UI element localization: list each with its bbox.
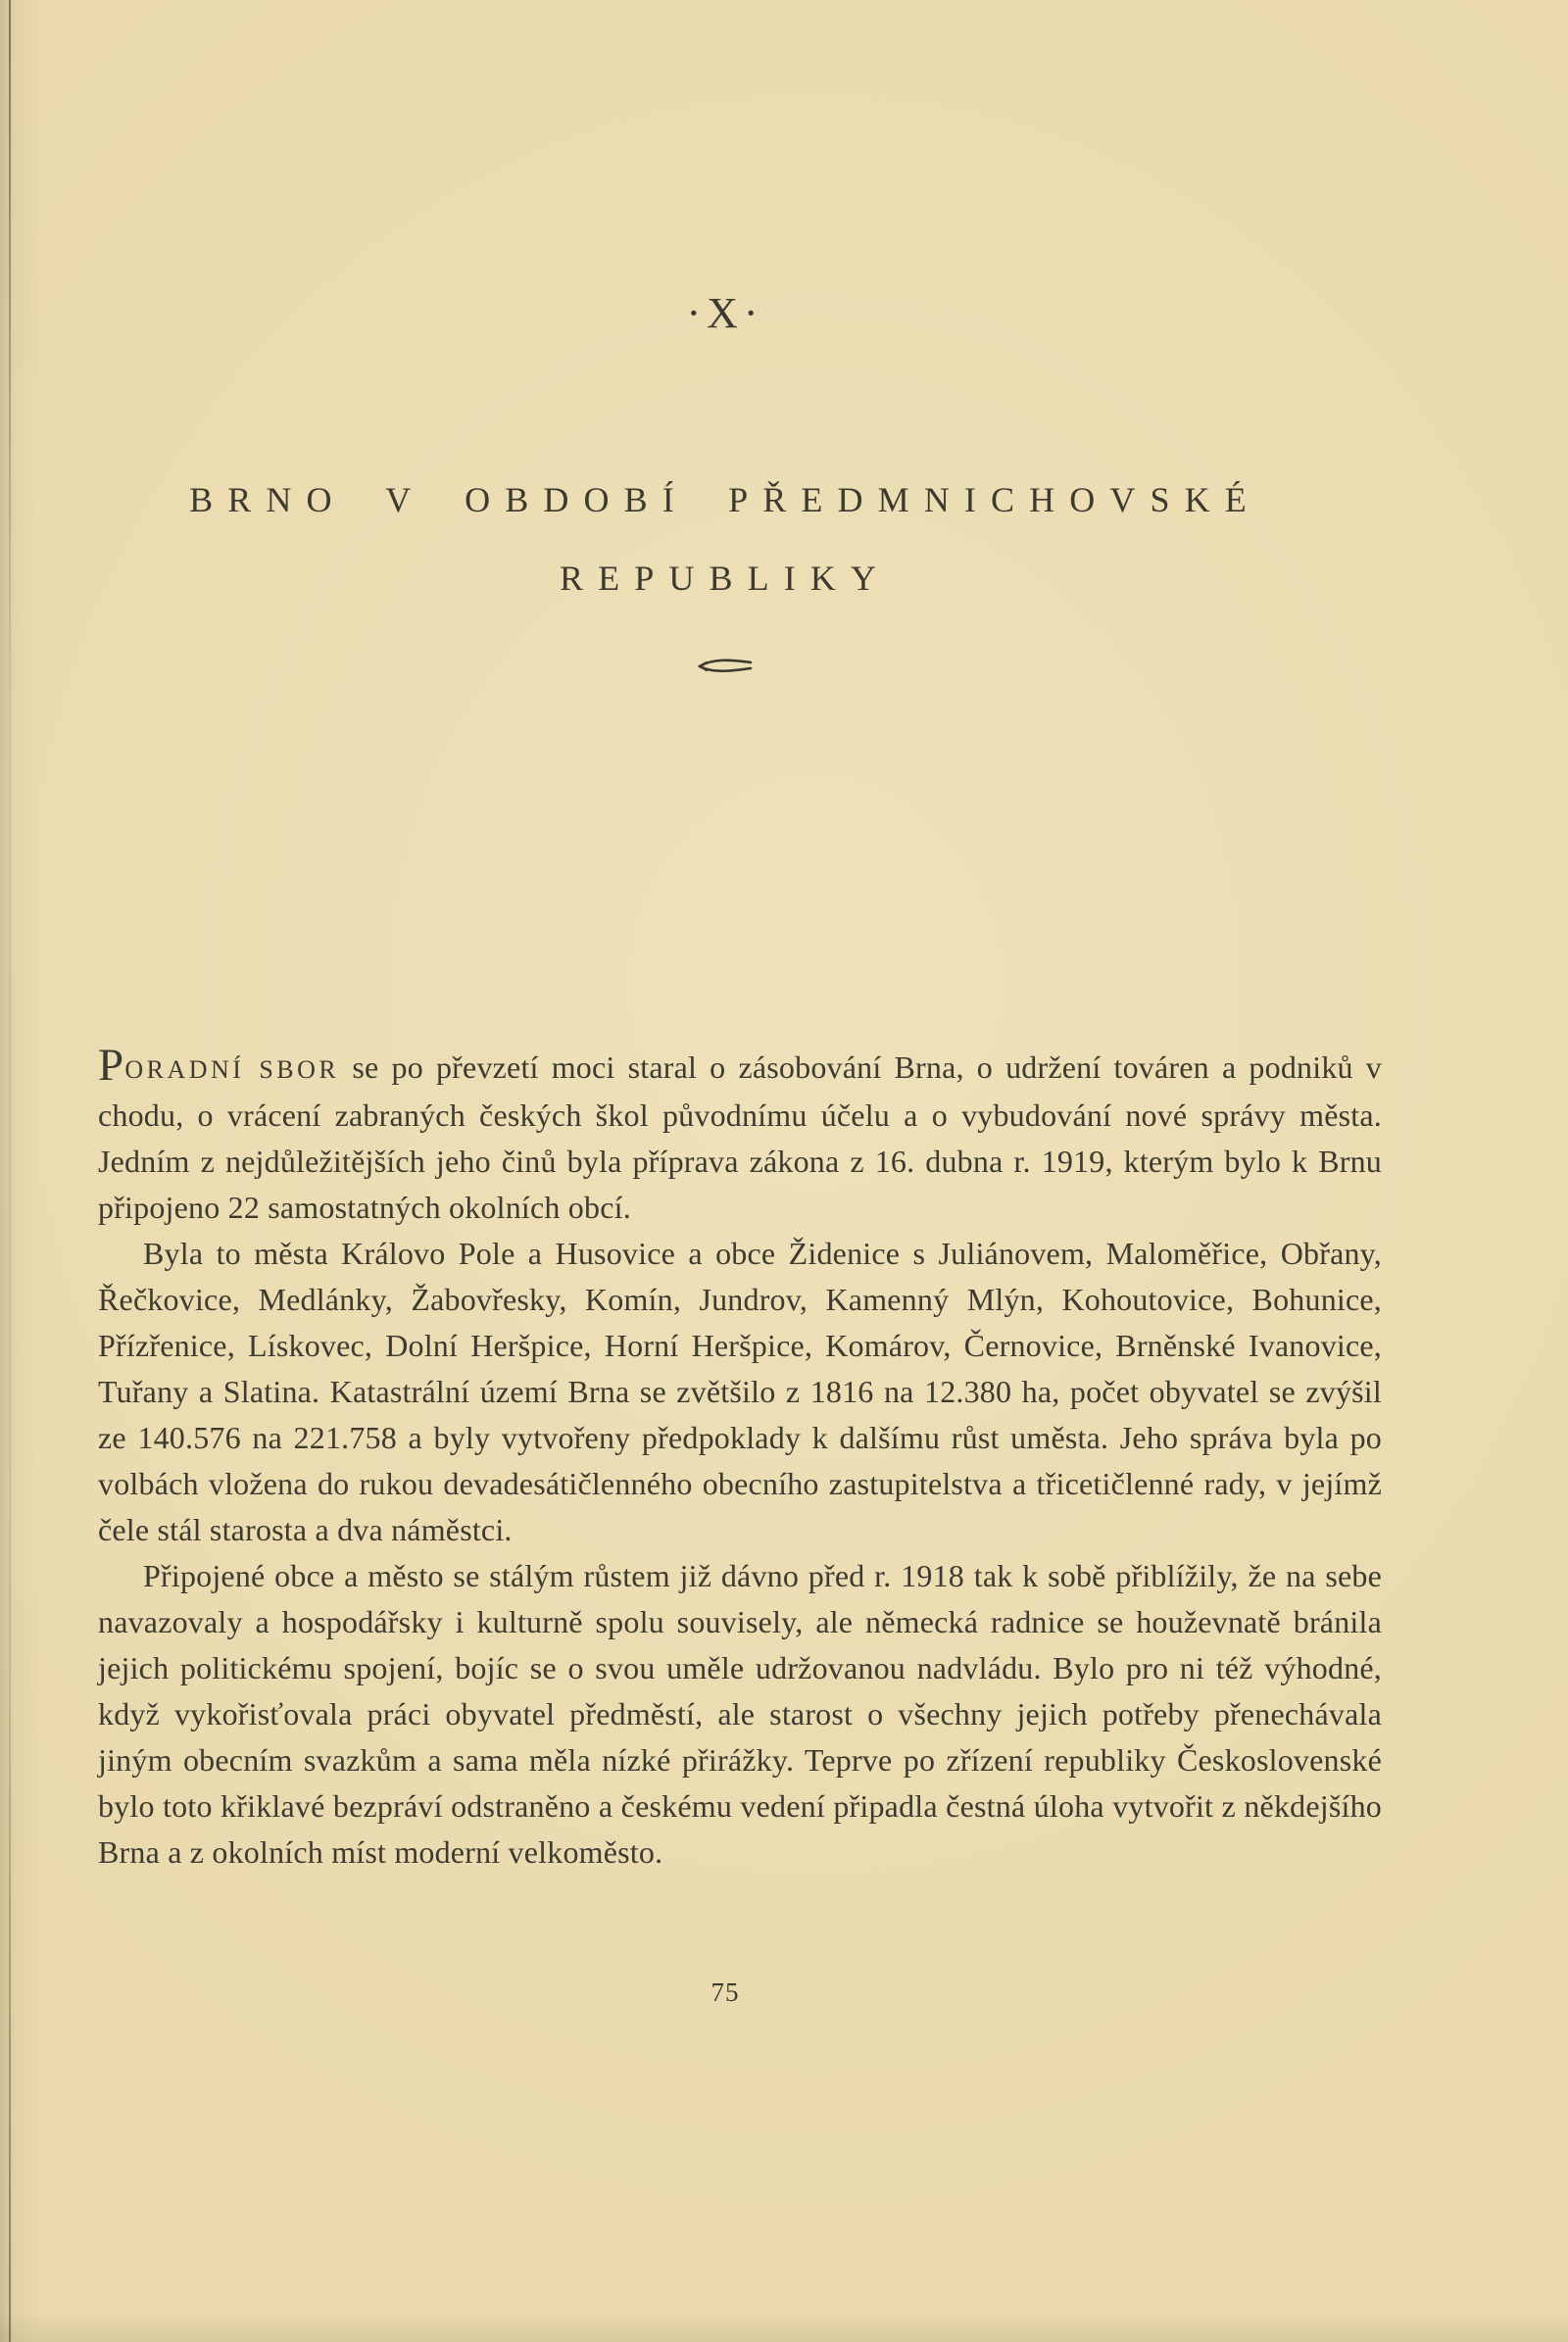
- initial-capital: P: [98, 1040, 124, 1091]
- paragraph-3: Připojené obce a město se stálým růstem již dávno před r. 1918 tak k sobě přiblížily, že na sebe navazovaly a hospodářsky i kulturně spolu souvisely, ale německá radnice se houževnatě bránila jejich politickému spojení, bojíc se o svou uměle udržovanou nadvládu. Bylo pro ni též výhodné, když vykořisťovala práci obyvatel předměstí, ale starost o všechny jejich potřeby přenechávala jiným obecním svazkům a sama měla nízké přirážky. Teprve po zřízení republiky Československé bylo toto křiklavé bezpráví odstraněno a českému vedení připadla čestná úloha vytvořit z někdejšího Brna a z okolních míst moderní velkoměsto.: [98, 1558, 1382, 1870]
- chapter-title: [69, 461, 1382, 617]
- body-text: [98, 1040, 1383, 1876]
- ornament-divider: [69, 655, 1382, 680]
- chapter-title-line2: REPUBLIKY: [559, 559, 892, 598]
- fish-flourish-icon: [697, 658, 754, 674]
- scan-edge-shadow: [9, 0, 11, 2342]
- page-number: 75: [710, 1977, 740, 2007]
- page-content: [98, 0, 1382, 2008]
- chapter-title-line1: BRNO V OBDOBÍ PŘEDMNICHOVSKÉ: [189, 480, 1261, 519]
- paragraph-1: [98, 1040, 1383, 1231]
- smallcaps-lead: ORADNÍ SBOR: [124, 1055, 340, 1084]
- chapter-number: ·X·: [686, 289, 764, 337]
- paragraph-1-text: se po převzetí moci staral o zásobování Brna, o udržení továren a podniků v chodu, o vrácení zabraných českých škol původnímu účelu a o vybudování nové správy města. Jedním z nejdůležitějších jeho činů byla příprava zákona z 16. dubna r. 1919, kterým bylo k Brnu připojeno 22 samostatných okolních obcí.: [98, 1049, 1383, 1225]
- paragraph-2: Byla to města Královo Pole a Husovice a obce Židenice s Juliánovem, Maloměřice, Obřany, Řečkovice, Medlánky, Žabovřesky, Komín, Jundrov, Kamenný Mlýn, Kohoutovice, Bohunice, Přízřenice, Lískovec, Dolní Heršpice, Horní Heršpice, Komárov, Černovice, Brněnské Ivanovice, Tuřany a Slatina. Katastrální území Brna se zvětšilo z 1816 na 12.380 ha, počet obyvatel se zvýšil ze 140.576 na 221.758 a byly vytvořeny předpoklady k dalšímu růst uměsta. Jeho správa byla po volbách vložena do rukou devadesátičlenného obecního zastupitelstva a třicetičlenné rady, v jejímž čele stál starosta a dva náměstci.: [98, 1236, 1382, 1547]
